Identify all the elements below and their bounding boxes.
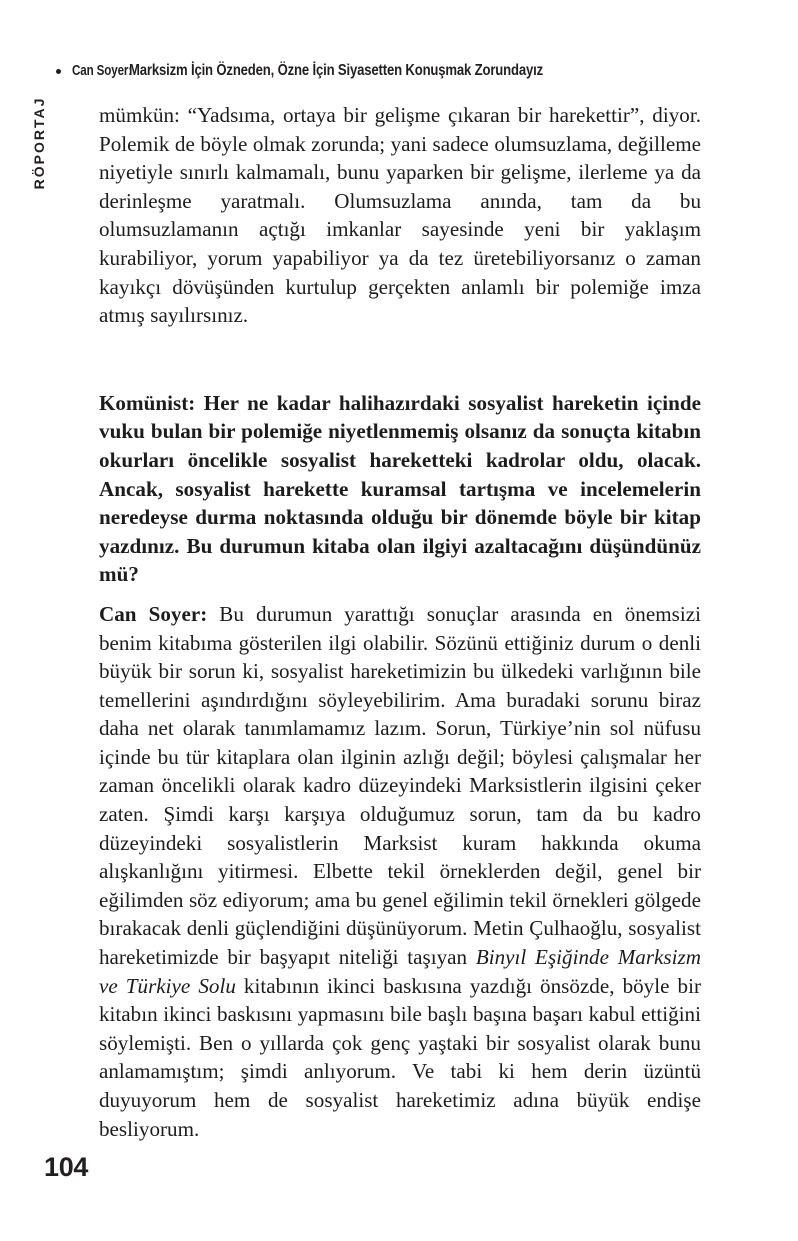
page-number: 104: [44, 1152, 89, 1182]
paragraph-question: [99, 389, 701, 589]
bullet-icon: [56, 69, 61, 74]
running-header-author: Can Soyer:: [72, 63, 133, 79]
running-header: [56, 60, 746, 82]
question-text: Her ne kadar halihazırdaki sosyalist hareketin içinde vuku bulan bir polemiğe niyetlenmemiş olsanız da sonuçta kitabın okurları öncelikle sosyalist hareketteki kadrolar oldu, olacak. Ancak, sosyalist harekette kuramsal tartışma ve incelemelerin neredeyse durma noktasında olduğu bir dönemde böyle bir kitap yazdınız. Bu durumun kitaba olan ilgiyi azaltacağını düşündünüz mü?: [99, 390, 701, 587]
answer-text-after-title: kitabının ikinci baskısına yazdığı önsözde, böyle bir kitabın ikinci baskısını yapmasını bile başlı başına başarı kabul ettiğini söylemişti. Ben o yıllarda çok genç yaştaki bir sosyalist olarak bunu anlamamıştım; şimdi anlıyorum. Ve tabi ki hem derin üzüntü duyuyorum hem de sosyalist hareketimiz adına büyük endişe besliyorum.: [99, 973, 701, 1141]
body-text-column: [99, 101, 701, 1143]
speaker-can-soyer: Can Soyer:: [99, 601, 208, 626]
section-label-roportaj: RÖPORTAJ: [31, 96, 47, 190]
book-title-binyil-esiginde: Binyıl Eşiğinde Marksizm ve Türkiye Solu: [99, 945, 701, 998]
paragraph-continuation: mümkün: “Yadsıma, ortaya bir gelişme çıkaran bir harekettir”, diyor. Polemik de böyle olmak zorunda; yani sadece olumsuzlama, değilleme niyetiyle sınırlı kalmamalı, bunu yaparken bir gelişme, ilerleme ya da derinleşme yaratmalı. Olumsuzlama anında, tam da bu olumsuzlamanın açtığı imkanlar sayesinde yeni bir yaklaşım kurabiliyor, yorum yapabiliyor ya da tez üretebiliyorsanız o zaman kayıkçı dövüşünden kurtulup gerçekten anlamlı bir polemiğe imza atmış sayılırsınız.: [99, 103, 701, 328]
answer-text-before-title: Bu durumun yarattığı sonuçlar arasında en önemsizi benim kitabıma gösterilen ilgi olabilir. Sözünü ettiğiniz durum o denli büyük bir sorun ki, sosyalist hareketimizin bu ülkedeki varlığının bile temellerini aşındırdığını söyleyebilirim. Ama buradaki sorunu biraz daha net olarak tanımlamamız lazım. Sorun, Türkiye’nin sol nüfusu içinde bu tür kitaplara olan ilginin azlığı değil; böylesi çalışmalar her zaman öncelikli olarak kadro düzeyindeki Marksistlerin ilgisini çeker zaten. Şimdi karşı karşıya olduğumuz sorun, tam da bu kadro düzeyindeki sosyalistlerin Marksist kuram hakkında okuma alışkanlığını yitirmesi. Elbette tekil örneklerden değil, genel bir eğilimden söz ediyorum; ama bu genel eğilimin tekil örnekleri gölgede bırakacak denli güçlendiğini düşünüyorum. Metin Çulhaoğlu, sosyalist hareketimizde bir başyapıt niteliği taşıyan: [99, 601, 701, 970]
speaker-komunist: Komünist:: [99, 390, 196, 415]
running-header-title: Marksizm İçin Özneden, Özne İçin Siyasetten Konuşmak Zorundayız: [129, 62, 544, 79]
paragraph-answer: [99, 600, 701, 1143]
